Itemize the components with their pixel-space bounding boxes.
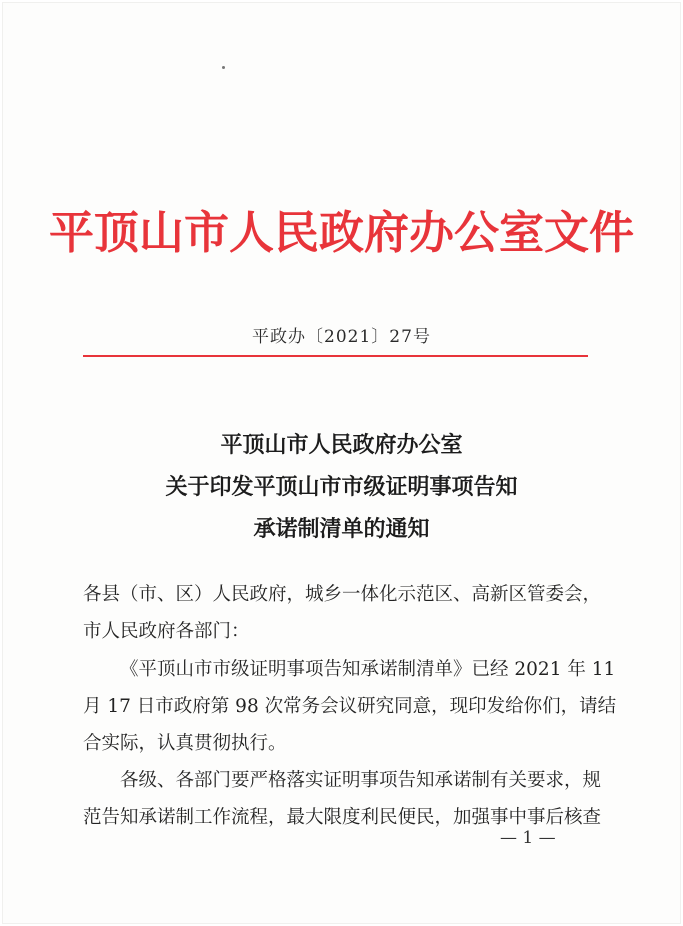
document-header-title: 平顶山市人民政府办公室文件 <box>48 206 634 259</box>
notice-title-line-2: 关于印发平顶山市市级证明事项告知 <box>165 474 518 500</box>
addressee-line-1: 各县（市、区）人民政府，城乡一体化示范区、高新区管委会， <box>83 584 602 605</box>
paragraph1-line-3: 合实际，认真贯彻执行。 <box>83 733 287 754</box>
scan-speck <box>222 66 225 69</box>
notice-title-line-1: 平顶山市人民政府办公室 <box>220 432 463 458</box>
paragraph2-line-1: 各级、各部门要严格落实证明事项告知承诺制有关要求，规 <box>120 770 602 791</box>
paragraph2-line-2: 范告知承诺制工作流程，最大限度利民便民，加强事中事后核查 <box>83 807 602 828</box>
paragraph1-line-1: 《平顶山市市级证明事项告知承诺制清单》已经 2021 年 11 <box>120 659 616 680</box>
page-number: — 1 — <box>500 828 556 848</box>
paragraph1-line-2: 月 17 日市政府第 98 次常务会议研究同意，现印发给你们，请结 <box>83 696 617 717</box>
header-red-divider <box>83 355 588 357</box>
addressee-line-2: 市人民政府各部门： <box>83 621 250 642</box>
notice-title-line-3: 承诺制清单的通知 <box>253 516 430 542</box>
document-number: 平政办〔2021〕27号 <box>252 327 431 347</box>
